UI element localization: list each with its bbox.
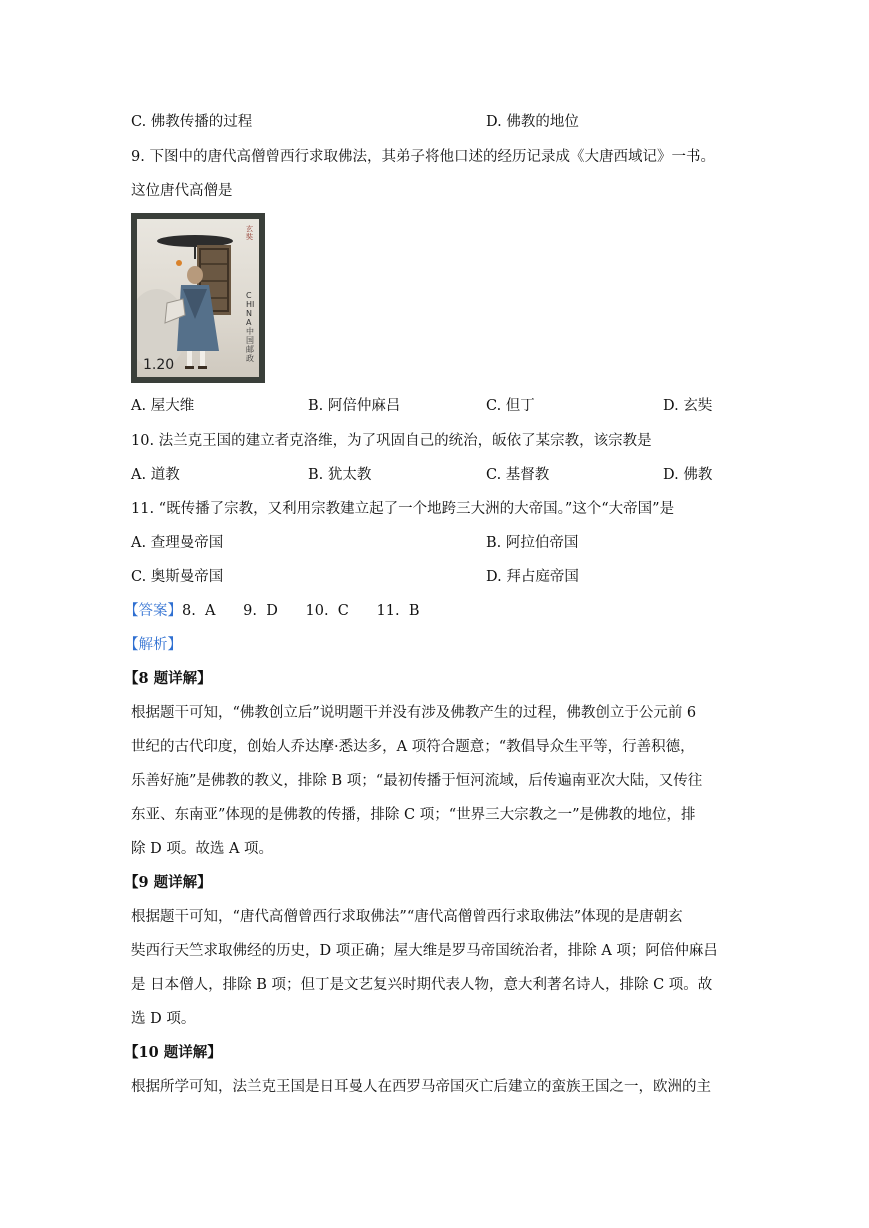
q11-option-a: A. 查理曼帝国 — [131, 535, 224, 551]
detail-8-line-2: 世纪的古代印度，创始人乔达摩·悉达多，A 项符合题意；“教倡导众生平等，行善积德， — [131, 739, 695, 755]
q9-option-a: A. 屋大维 — [131, 398, 195, 414]
detail-8-line-1: 根据题干可知，“佛教创立后”说明题干并没有涉及佛教产生的过程，佛教创立于公元前 6 — [131, 705, 697, 721]
detail-10-heading: 【10 题详解】 — [124, 1044, 222, 1061]
q10-option-d: D. 佛教 — [663, 467, 713, 483]
detail-8-line-5: 除 D 项。故选 A 项。 — [131, 841, 274, 857]
q9-stem-line-2: 这位唐代高僧是 — [131, 183, 233, 199]
q9-option-b: B. 阿倍仲麻吕 — [308, 398, 401, 414]
detail-9-heading: 【9 题详解】 — [124, 874, 212, 891]
q11-option-d: D. 拜占庭帝国 — [486, 569, 579, 585]
answer-text: 8. A 9. D 10. C 11. B — [182, 603, 420, 619]
detail-9-line-3: 是 日本僧人，排除 B 项；但丁是文艺复兴时期代表人物，意大利著名诗人，排除 C 项。故 — [131, 977, 713, 993]
q9-stem-line-1: 9. 下图中的唐代高僧曾西行求取佛法，其弟子将他口述的经历记录成《大唐西域记》一书。 — [131, 149, 715, 165]
q11-option-c: C. 奥斯曼帝国 — [131, 569, 224, 585]
q10-option-b: B. 犹太教 — [308, 467, 372, 483]
detail-9-line-4: 选 D 项。 — [131, 1011, 196, 1027]
q11-option-b: B. 阿拉伯帝国 — [486, 535, 579, 551]
q10-option-a: A. 道教 — [131, 467, 180, 483]
q10-stem: 10. 法兰克王国的建立者克洛维，为了巩固自己的统治，皈依了某宗教，该宗教是 — [131, 433, 652, 449]
detail-9-line-1: 根据题干可知，“唐代高僧曾西行求取佛法”“唐代高僧曾西行求取佛法”体现的是唐朝玄 — [131, 909, 683, 925]
xuanzang-stamp-image — [131, 213, 265, 383]
analysis-tag: 【解析】 — [124, 637, 182, 653]
q9-option-d: D. 玄奘 — [663, 398, 713, 414]
q10-option-c: C. 基督教 — [486, 467, 550, 483]
detail-9-line-2: 奘西行天竺求取佛经的历史，D 项正确；屋大维是罗马帝国统治者，排除 A 项；阿倍仲麻吕 — [131, 943, 718, 959]
q11-stem: 11. “既传播了宗教，又利用宗教建立起了一个地跨三大洲的大帝国。”这个“大帝国”是 — [131, 501, 675, 517]
monk-illustration — [137, 219, 259, 377]
stamp-title: 玄奘 — [246, 225, 253, 241]
stamp-country: CHINA 中国邮政 — [246, 291, 255, 363]
detail-8-line-3: 乐善好施”是佛教的教义，排除 B 项；“最初传播于恒河流域，后传遍南亚次大陆，又传往 — [131, 773, 703, 789]
stamp-value: 1.20 — [143, 357, 175, 373]
q9-option-c: C. 但丁 — [486, 398, 535, 414]
answer-tag: 【答案】 — [124, 603, 182, 619]
detail-8-heading: 【8 题详解】 — [124, 670, 212, 687]
answer-line — [124, 601, 419, 621]
q8-option-d: D. 佛教的地位 — [486, 114, 579, 130]
detail-10-line-1: 根据所学可知，法兰克王国是日耳曼人在西罗马帝国灭亡后建立的蛮族王国之一，欧洲的主 — [131, 1079, 711, 1095]
q8-option-c: C. 佛教传播的过程 — [131, 114, 253, 130]
detail-8-line-4: 东亚、东南亚”体现的是佛教的传播，排除 C 项；“世界三大宗教之一”是佛教的地位，排 — [131, 807, 696, 823]
